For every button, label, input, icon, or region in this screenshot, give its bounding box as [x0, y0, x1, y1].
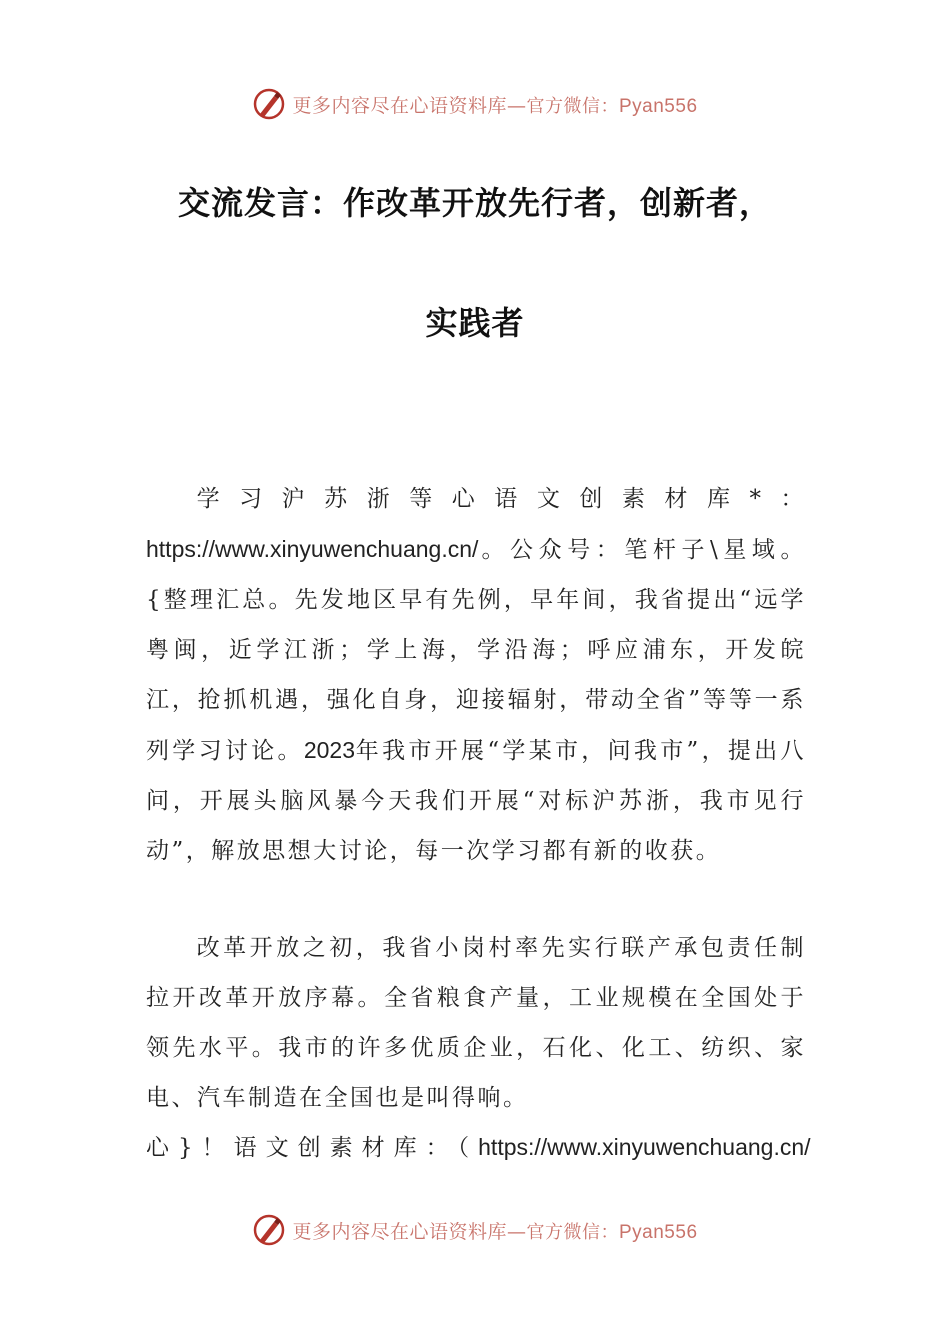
footer-url: https://www.xinyuwenchuang.cn/ [478, 1134, 811, 1160]
source-url: https://www.xinyuwenchuang.cn/ [146, 536, 479, 562]
body-paragraph-1 [146, 474, 806, 876]
banner-text: 更多内容尽在心语资料库—官方微信：Pyan556 [292, 94, 698, 117]
body-paragraph-2: 改革开放之初，我省小岗村率先实行联产承包责任制拉开改革开放序幕。全省粮食产量，工业规模在全国处于领先水平。我市的许多优质企业，石化、化工、纺织、家电、汽车制造在全国也是叫得响。 [146, 935, 806, 1111]
page-title-line-1: 交流发言：作改革开放先行者，创新者， [177, 184, 772, 222]
footer-prefix: 心}！语文创素材库：（ [146, 1135, 479, 1161]
banner-text: 更多内容尽在心语资料库—官方微信：Pyan556 [292, 1220, 698, 1243]
pen-logo-icon [252, 1213, 286, 1247]
pen-logo-icon [252, 87, 286, 121]
paragraph-tail: 年我市开展“学某市，问我市”，提出八问，开展头脑风暴今天我们开展“对标沪苏浙，我市见行动”，解放思想大讨论，每一次学习都有新的收获。 [146, 738, 806, 864]
footer-watermark-banner [0, 1210, 950, 1250]
page-title-line-2: 实践者 [425, 304, 525, 342]
header-watermark-banner [0, 84, 950, 124]
source-footer-line [146, 1122, 811, 1172]
paragraph-lead: 学习沪苏浙等心语文创素材库*： [196, 486, 806, 512]
paragraph-body: 。公众号：笔杆子\星域。{整理汇总。先发地区早有先例，早年间，我省提出“远学粤闽，近学江浙；学上海，学沿海；呼应浦东，开发皖江，抢抓机遇，强化自身，迎接辐射，带动全省”等等一系列学习讨论。 [146, 537, 806, 764]
year-text: 2023 [303, 737, 355, 763]
